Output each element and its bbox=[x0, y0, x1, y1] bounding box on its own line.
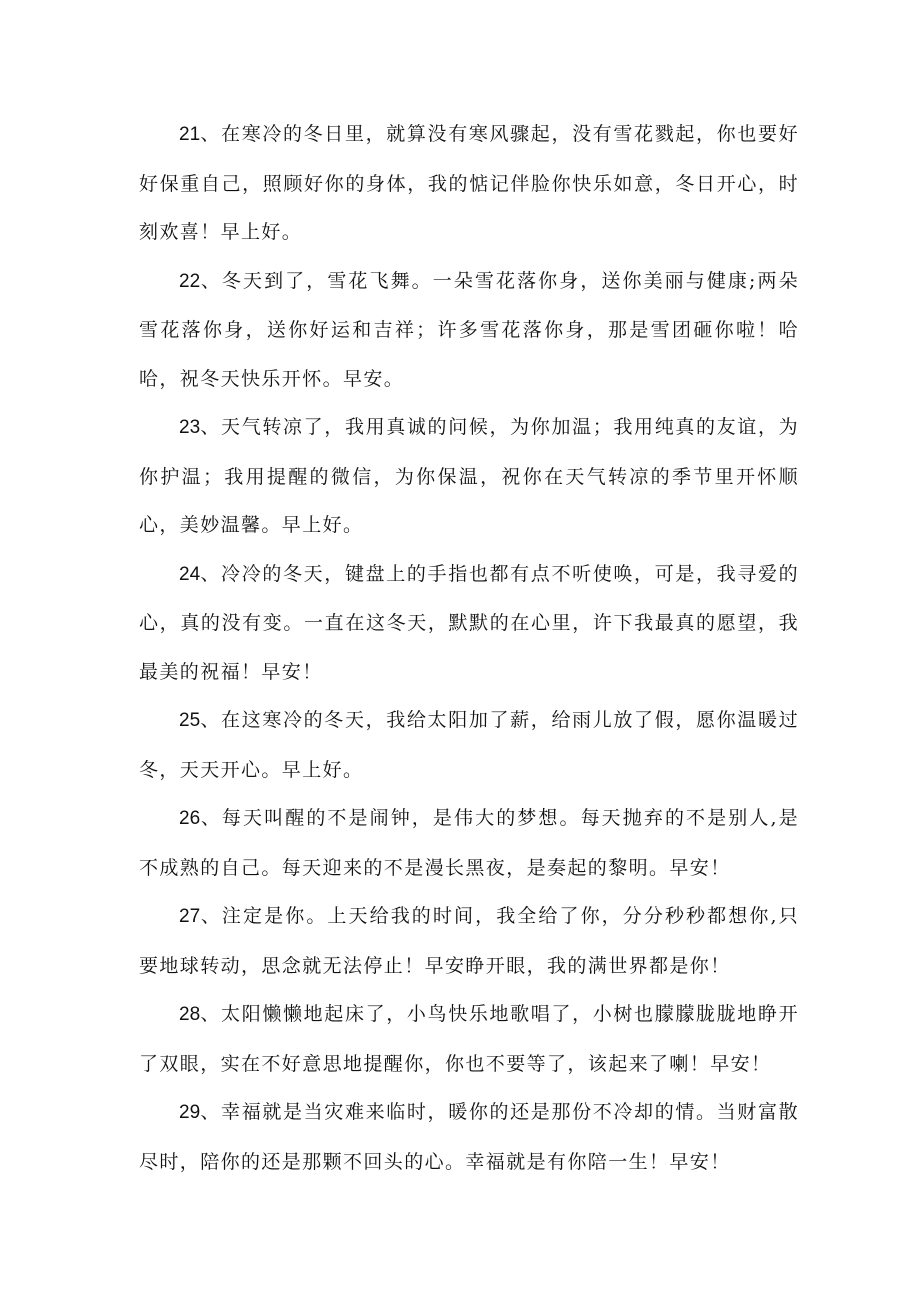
document-body bbox=[139, 110, 799, 1186]
paragraph-text: 、每天叫醒的不是闹钟，是伟大的梦想。每天抛弃的不是别人,是不成熟的自己。每天迎来的不是漫长黑夜，是奏起的黎明。早安！ bbox=[139, 807, 799, 879]
paragraph-text: 、幸福就是当灾难来临时，暖你的还是那份不冷却的情。当财富散尽时，陪你的还是那颗不回头的心。幸福就是有你陪一生！早安！ bbox=[139, 1101, 799, 1173]
paragraph-text: 、冬天到了，雪花飞舞。一朵雪花落你身，送你美丽与健康;两朵雪花落你身，送你好运和吉祥；许多雪花落你身，那是雪团砸你啦！哈哈，祝冬天快乐开怀。早安。 bbox=[139, 269, 799, 390]
paragraph-text: 、在寒冷的冬日里，就算没有寒风骤起，没有雪花戮起，你也要好好保重自己，照顾好你的身体，我的惦记伴脸你快乐如意，冬日开心，时刻欢喜！早上好。 bbox=[139, 123, 799, 243]
paragraph-number: 21 bbox=[179, 124, 201, 145]
paragraph-21 bbox=[139, 110, 799, 257]
paragraph-number: 27 bbox=[179, 906, 201, 927]
paragraph-text: 、天气转凉了，我用真诚的问候，为你加温；我用纯真的友谊，为你护温；我用提醒的微信，为你保温，祝你在天气转凉的季节里开怀顺心，美妙温馨。早上好。 bbox=[139, 416, 799, 536]
paragraph-number: 28 bbox=[179, 1004, 201, 1025]
paragraph-29 bbox=[139, 1088, 799, 1186]
paragraph-number: 22 bbox=[179, 270, 201, 292]
paragraph-text: 、冷冷的冬天，键盘上的手指也都有点不听使唤，可是，我寻爱的心，真的没有变。一直在这冬天，默默的在心里，许下我最真的愿望，我最美的祝福！早安！ bbox=[139, 562, 799, 683]
paragraph-22 bbox=[139, 257, 799, 404]
paragraph-24 bbox=[139, 550, 799, 697]
paragraph-number: 26 bbox=[179, 808, 201, 829]
paragraph-text: 、在这寒冷的冬天，我给太阳加了薪，给雨儿放了假，愿你温暖过冬，天天开心。早上好。 bbox=[139, 709, 799, 781]
paragraph-number: 23 bbox=[179, 417, 201, 438]
paragraph-26 bbox=[139, 794, 799, 892]
paragraph-25 bbox=[139, 696, 799, 794]
paragraph-text: 、注定是你。上天给我的时间，我全给了你，分分秒秒都想你,只要地球转动，思念就无法停止！早安睁开眼，我的满世界都是你！ bbox=[139, 905, 799, 977]
paragraph-number: 29 bbox=[179, 1102, 201, 1123]
paragraph-27 bbox=[139, 892, 799, 990]
paragraph-23 bbox=[139, 403, 799, 550]
paragraph-text: 、太阳懒懒地起床了，小鸟快乐地歌唱了，小树也朦朦胧胧地睁开了双眼，实在不好意思地提醒你，你也不要等了，该起来了喇！早安！ bbox=[139, 1003, 799, 1075]
paragraph-number: 25 bbox=[179, 710, 201, 731]
paragraph-28 bbox=[139, 990, 799, 1088]
paragraph-number: 24 bbox=[179, 563, 201, 585]
